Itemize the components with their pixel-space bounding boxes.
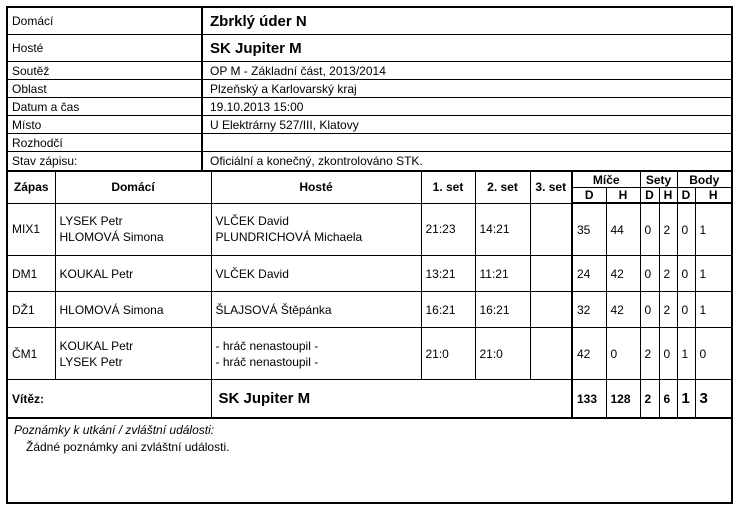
col-header-points-h: H bbox=[695, 188, 731, 204]
guest-player: ŠLAJSOVÁ Štěpánka bbox=[215, 302, 332, 317]
set2-score: 14:21 bbox=[475, 203, 530, 256]
home-players bbox=[55, 328, 211, 380]
points-h: 1 bbox=[695, 203, 731, 256]
total-sets-d: 2 bbox=[640, 380, 659, 419]
home-team-value: Zbrklý úder N bbox=[202, 8, 731, 35]
sets-h: 2 bbox=[659, 256, 677, 292]
status-label: Stav zápisu: bbox=[8, 152, 202, 172]
place-value: U Elektrárny 527/III, Klatovy bbox=[202, 116, 731, 134]
points-d: 0 bbox=[677, 256, 695, 292]
col-header-balls-d: D bbox=[572, 188, 606, 204]
col-header-points-d: D bbox=[677, 188, 695, 204]
col-header-match: Zápas bbox=[8, 172, 55, 203]
col-header-set1: 1. set bbox=[421, 172, 475, 203]
home-players bbox=[55, 203, 211, 256]
table-row bbox=[8, 292, 731, 328]
col-header-set3: 3. set bbox=[530, 172, 572, 203]
balls-d: 32 bbox=[572, 292, 606, 328]
col-header-sets-h: H bbox=[659, 188, 677, 204]
set3-score bbox=[530, 328, 572, 380]
guest-players bbox=[211, 328, 421, 380]
guest-team-value: SK Jupiter M bbox=[202, 35, 731, 62]
set2-score: 11:21 bbox=[475, 256, 530, 292]
points-h: 1 bbox=[695, 292, 731, 328]
competition-label: Soutěž bbox=[8, 62, 202, 80]
points-d: 0 bbox=[677, 292, 695, 328]
guest-player: - hráč nenastoupil - bbox=[215, 354, 319, 369]
table-row bbox=[8, 203, 731, 256]
status-value: Oficiální a konečný, zkontrolováno STK. bbox=[202, 152, 731, 172]
guest-player: VLČEK David bbox=[215, 214, 289, 229]
sets-d: 0 bbox=[640, 292, 659, 328]
notes-text: Žádné poznámky ani zvláštní události. bbox=[26, 440, 230, 454]
points-d: 0 bbox=[677, 203, 695, 256]
sets-h: 0 bbox=[659, 328, 677, 380]
guest-player: PLUNDRICHOVÁ Michaela bbox=[215, 230, 363, 245]
points-h: 0 bbox=[695, 328, 731, 380]
balls-h: 44 bbox=[606, 203, 640, 256]
col-header-sets: Sety bbox=[640, 172, 677, 188]
balls-d: 42 bbox=[572, 328, 606, 380]
guest-player: - hráč nenastoupil - bbox=[215, 338, 319, 353]
guest-players bbox=[211, 292, 421, 328]
games-table bbox=[8, 172, 731, 419]
place-label: Místo bbox=[8, 116, 202, 134]
col-header-set2: 2. set bbox=[475, 172, 530, 203]
set3-score bbox=[530, 256, 572, 292]
home-player: KOUKAL Petr bbox=[59, 266, 134, 281]
set1-score: 13:21 bbox=[421, 256, 475, 292]
notes-title: Poznámky k utkání / zvláštní události: bbox=[14, 423, 215, 437]
home-player: KOUKAL Petr bbox=[59, 338, 134, 353]
total-points-d: 1 bbox=[677, 380, 695, 419]
guest-player: VLČEK David bbox=[215, 266, 289, 281]
region-value: Plzeňský a Karlovarský kraj bbox=[202, 80, 731, 98]
table-row bbox=[8, 256, 731, 292]
col-header-balls: Míče bbox=[572, 172, 640, 188]
sets-d: 0 bbox=[640, 256, 659, 292]
referee-label: Rozhodčí bbox=[8, 134, 202, 152]
col-header-balls-h: H bbox=[606, 188, 640, 204]
points-d: 1 bbox=[677, 328, 695, 380]
game-code: DM1 bbox=[8, 256, 55, 292]
datetime-label: Datum a čas bbox=[8, 98, 202, 116]
match-report bbox=[6, 6, 733, 504]
home-players bbox=[55, 256, 211, 292]
set1-score: 21:0 bbox=[421, 328, 475, 380]
table-row bbox=[8, 328, 731, 380]
guest-players bbox=[211, 203, 421, 256]
home-player: HLOMOVÁ Simona bbox=[59, 230, 164, 245]
notes-section bbox=[8, 419, 731, 456]
set3-score bbox=[530, 292, 572, 328]
col-header-points: Body bbox=[677, 172, 731, 188]
competition-value: OP M - Základní část, 2013/2014 bbox=[202, 62, 731, 80]
set1-score: 16:21 bbox=[421, 292, 475, 328]
home-player: LYSEK Petr bbox=[59, 354, 123, 369]
home-player: HLOMOVÁ Simona bbox=[59, 302, 164, 317]
guest-players bbox=[211, 256, 421, 292]
winner-label: Vítěz: bbox=[8, 380, 211, 419]
balls-h: 0 bbox=[606, 328, 640, 380]
home-team-label: Domácí bbox=[8, 8, 202, 35]
sets-h: 2 bbox=[659, 203, 677, 256]
col-header-sets-d: D bbox=[640, 188, 659, 204]
set2-score: 16:21 bbox=[475, 292, 530, 328]
referee-value bbox=[202, 134, 731, 152]
sets-d: 0 bbox=[640, 203, 659, 256]
game-code: DŽ1 bbox=[8, 292, 55, 328]
col-header-guests: Hosté bbox=[211, 172, 421, 203]
set2-score: 21:0 bbox=[475, 328, 530, 380]
home-player: LYSEK Petr bbox=[59, 214, 123, 229]
sets-d: 2 bbox=[640, 328, 659, 380]
total-balls-d: 133 bbox=[572, 380, 606, 419]
col-header-home: Domácí bbox=[55, 172, 211, 203]
region-label: Oblast bbox=[8, 80, 202, 98]
guest-team-label: Hosté bbox=[8, 35, 202, 62]
total-balls-h: 128 bbox=[606, 380, 640, 419]
balls-h: 42 bbox=[606, 292, 640, 328]
set1-score: 21:23 bbox=[421, 203, 475, 256]
total-sets-h: 6 bbox=[659, 380, 677, 419]
game-code: ČM1 bbox=[8, 328, 55, 380]
set3-score bbox=[530, 203, 572, 256]
total-points-h: 3 bbox=[695, 380, 731, 419]
balls-h: 42 bbox=[606, 256, 640, 292]
winner-name: SK Jupiter M bbox=[211, 380, 572, 419]
match-info-table bbox=[8, 8, 731, 172]
datetime-value: 19.10.2013 15:00 bbox=[202, 98, 731, 116]
game-code: MIX1 bbox=[8, 203, 55, 256]
points-h: 1 bbox=[695, 256, 731, 292]
home-players bbox=[55, 292, 211, 328]
balls-d: 24 bbox=[572, 256, 606, 292]
sets-h: 2 bbox=[659, 292, 677, 328]
balls-d: 35 bbox=[572, 203, 606, 256]
winner-row bbox=[8, 380, 731, 419]
